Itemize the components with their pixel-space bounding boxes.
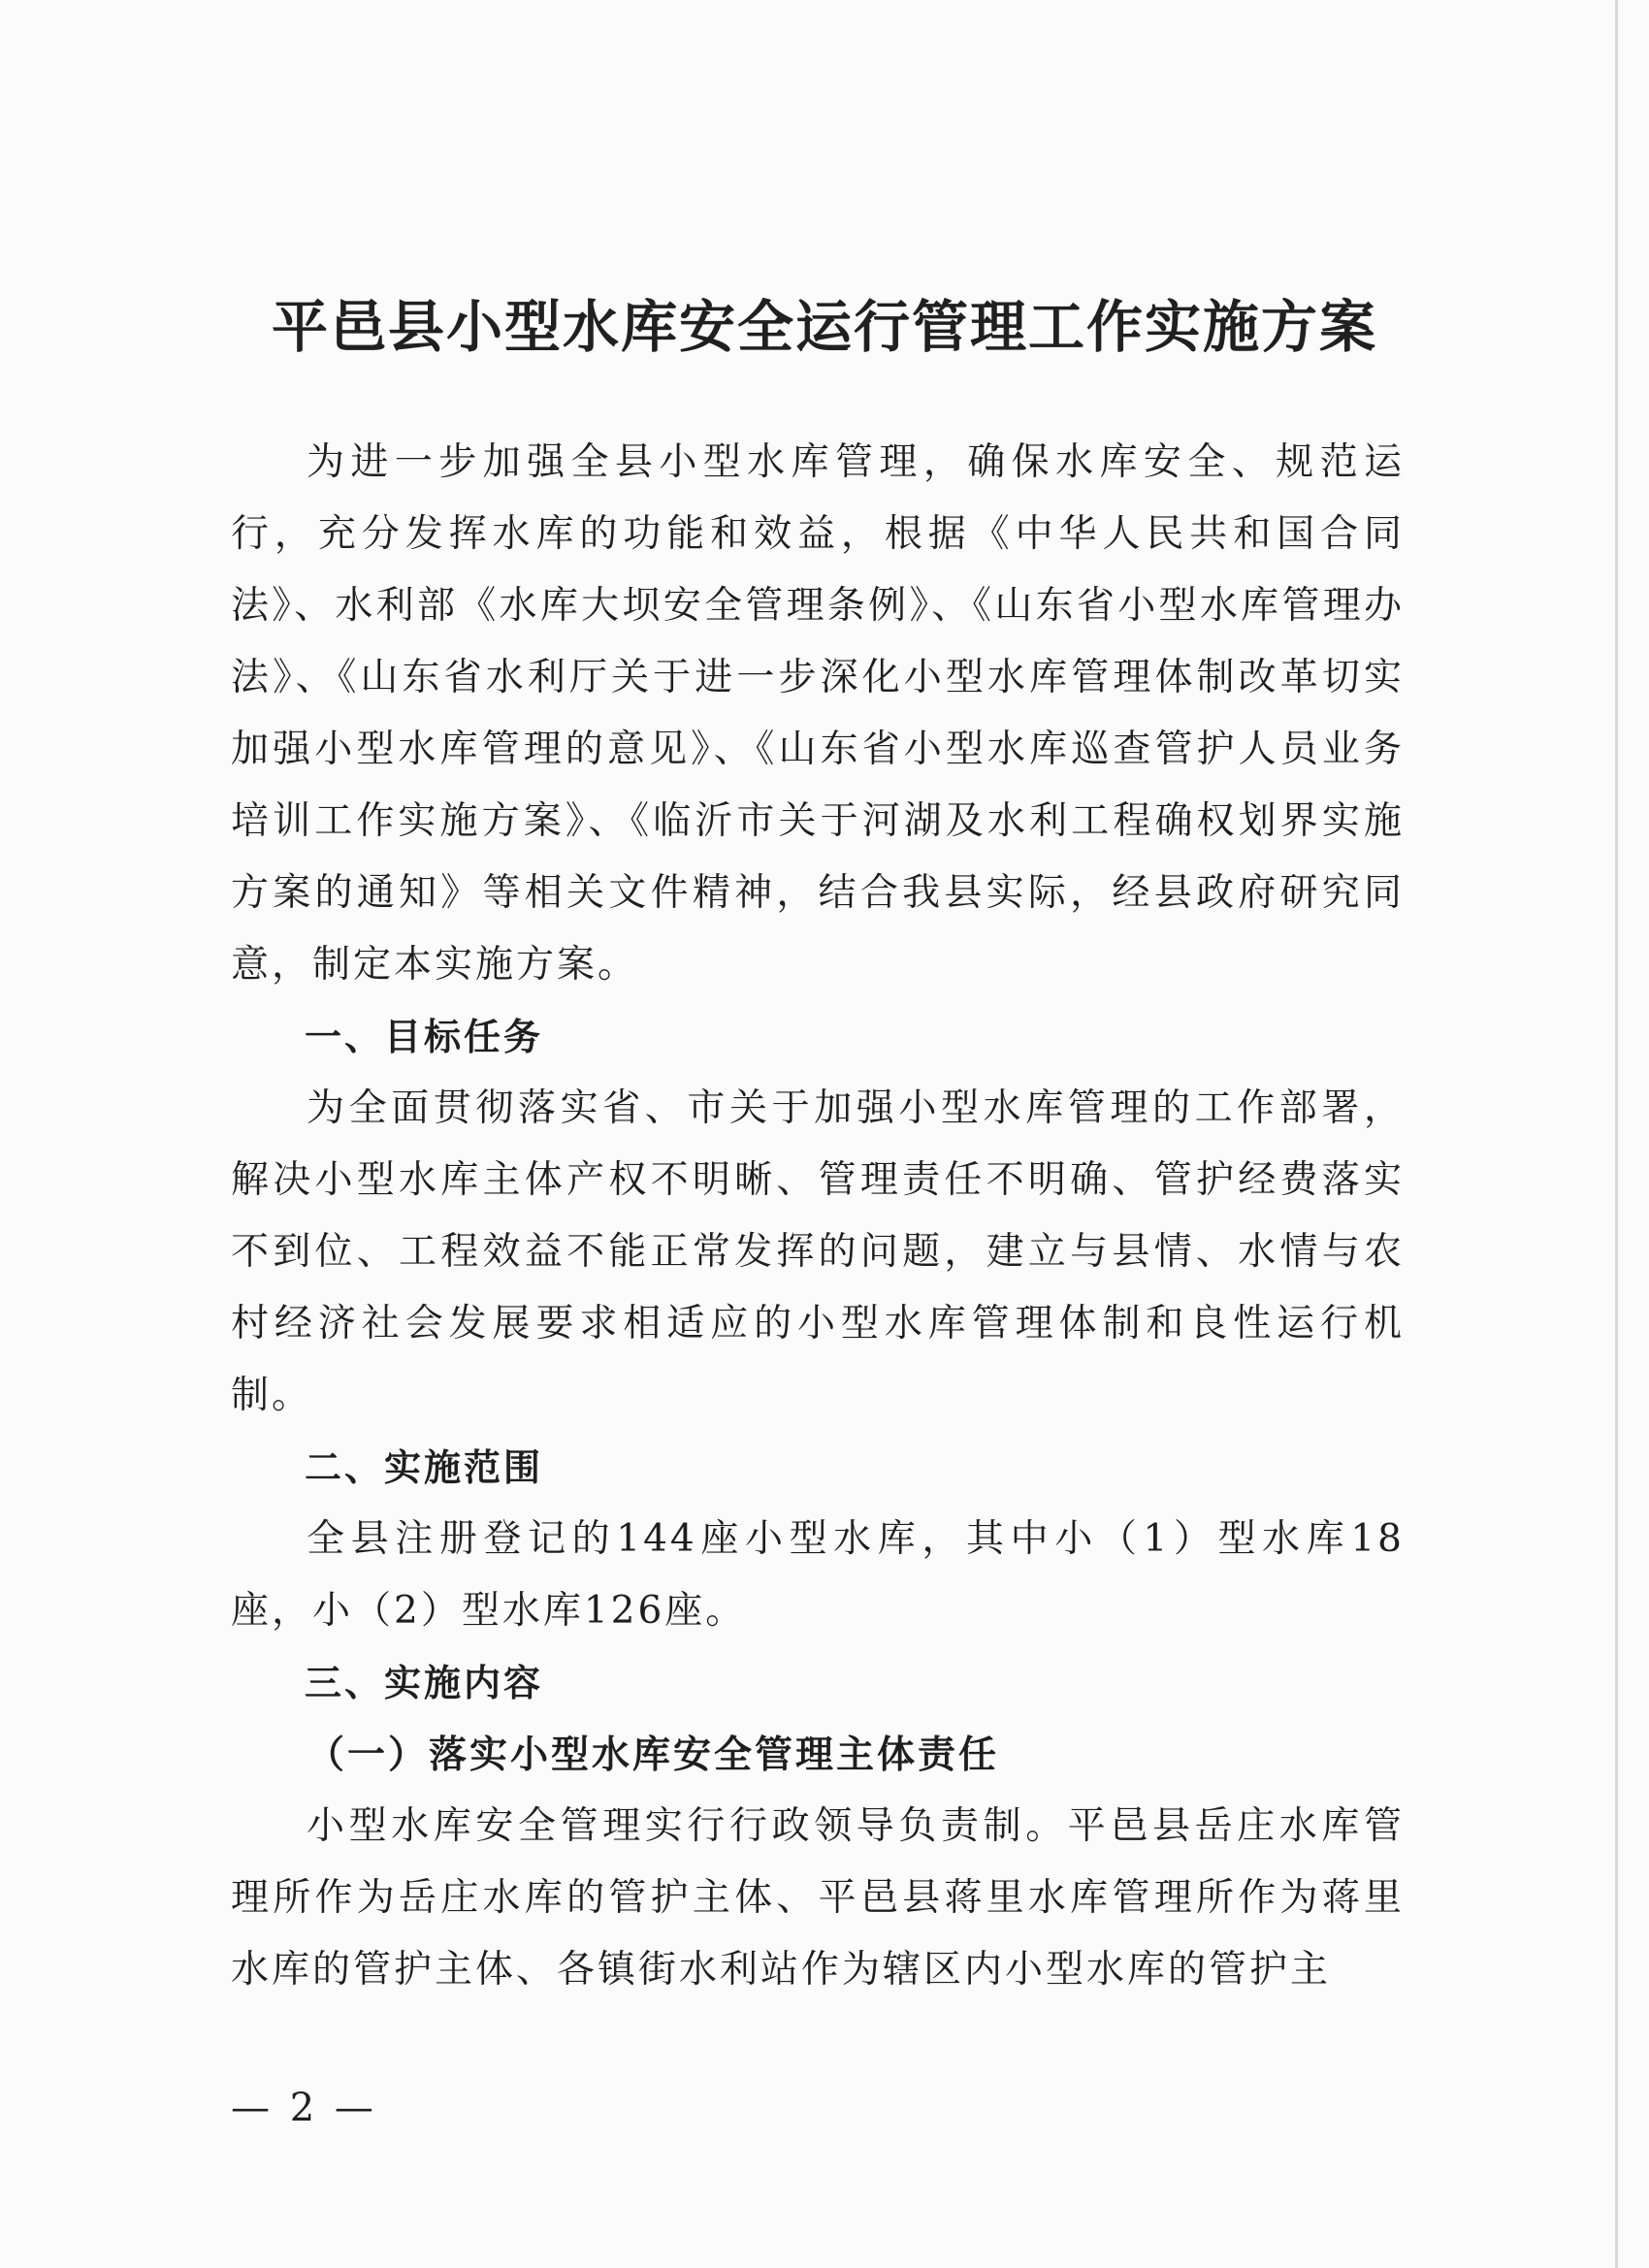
intro-paragraph: 为进一步加强全县小型水库管理，确保水库安全、规范运行，充分发挥水库的功能和效益，根据《中华人民共和国合同法》、水利部《水库大坝安全管理条例》、《山东省小型水库管理办法》、《山东省水利厅关于进一步深化小型水库管理体制改革切实加强小型水库管理的意见》、《山东省小型水库巡查管护人员业务培训工作实施方案》、《临沂市关于河湖及水利工程确权划界实施方案的通知》等相关文件精神，结合我县实际，经县政府研究同意，制定本实施方案。 [231,440,1405,987]
section-text-goals: 为全面贯彻落实省、市关于加强小型水库管理的工作部署，解决小型水库主体产权不明晰、管理责任不明确、管护经费落实不到位、工程效益不能正常发挥的问题，建立与县情、水情与农村经济社会发展要求相适应的小型水库管理体制和良性运行机制。 [231,1086,1405,1417]
document-title: 平邑县小型水库安全运行管理工作实施方案 [271,294,1377,360]
section-text-responsibility: 小型水库安全管理实行行政领导负责制。平邑县岳庄水库管理所作为岳庄水库的管护主体、平邑县蒋里水库管理所作为蒋里水库的管护主体、各镇街水利站作为辖区内小型水库的管护主 [231,1804,1405,1992]
page-number: — 2 — [231,2086,377,2130]
section-subheading-responsibility: （一）落实小型水库安全管理主体责任 [307,1733,1000,1777]
document-body [231,427,1405,2006]
section-heading-scope: 二、实施范围 [305,1446,544,1489]
section-heading-goals: 一、目标任务 [305,1016,544,1058]
section-heading-content: 三、实施内容 [305,1662,544,1704]
section-text-scope: 全县注册登记的144座小型水库，其中小（1）型水库18座，小（2）型水库126座。 [231,1517,1405,1633]
